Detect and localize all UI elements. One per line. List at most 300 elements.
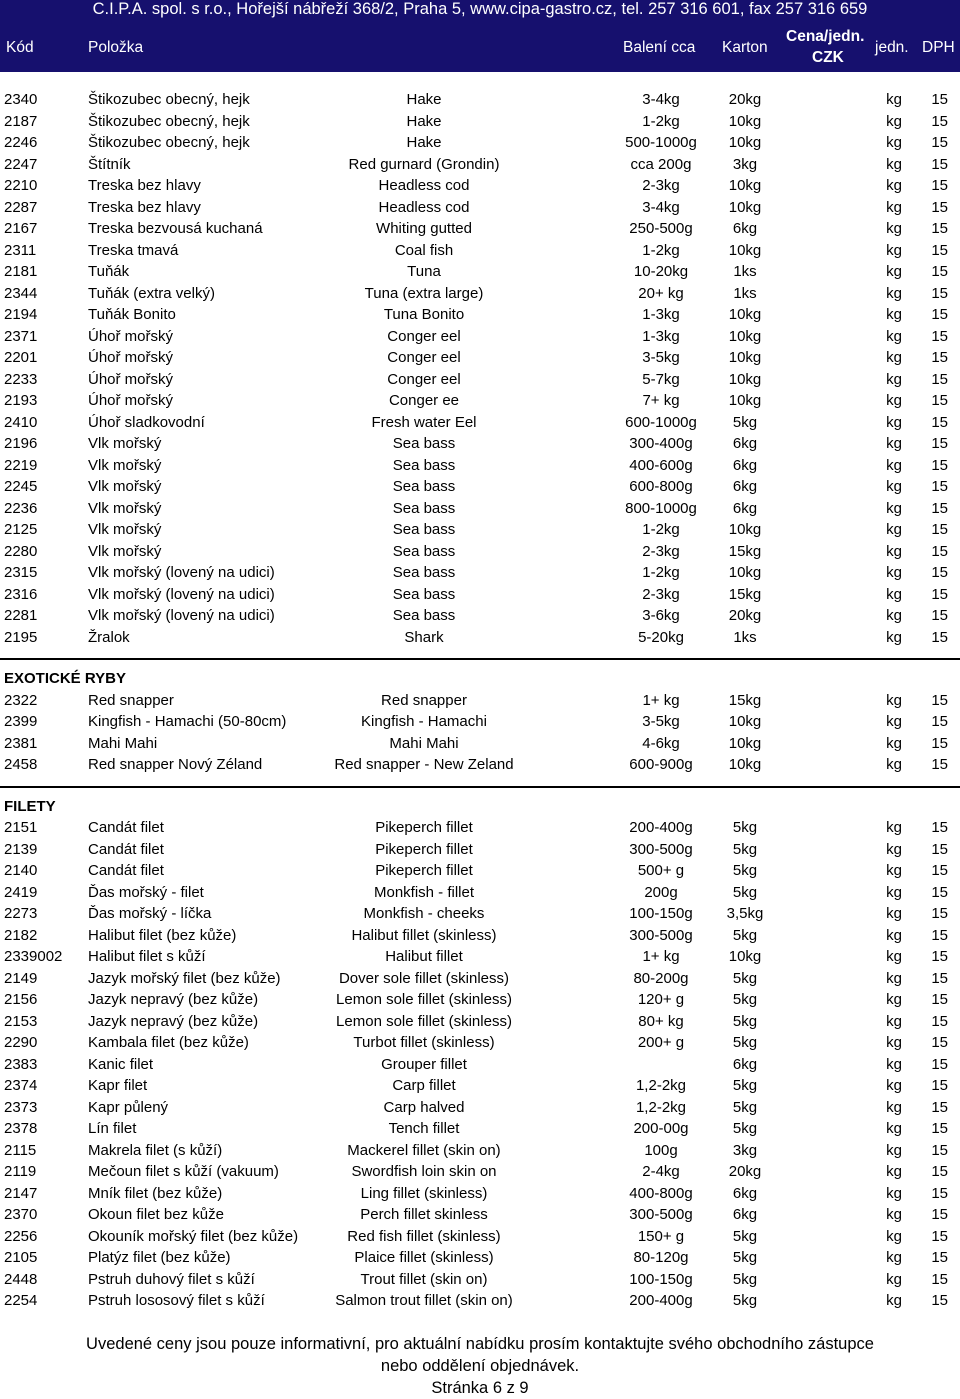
product-name-en: Pikeperch fillet: [375, 819, 473, 836]
product-code: 2378: [4, 1120, 38, 1137]
package-size: 1-2kg: [642, 521, 680, 538]
package-size: 600-800g: [629, 478, 693, 495]
vat-rate: 15: [931, 969, 948, 987]
unit: kg: [886, 1206, 902, 1223]
product-name-en: Hake: [406, 112, 442, 130]
vat-rate: 15: [931, 1034, 948, 1051]
product-name-en: Red snapper - New Zeland: [334, 756, 514, 773]
product-name: Jazyk nepravý (bez kůže): [88, 991, 259, 1008]
table-row: [0, 154, 960, 176]
product-name: Vlk mořský (lovený na udici): [88, 564, 275, 581]
product-name: Vlk mořský: [88, 542, 162, 560]
product-name-en: Red snapper: [381, 691, 467, 709]
table-row: [0, 1290, 960, 1312]
table-row: [0, 218, 960, 240]
product-name-en: Trout fillet (skin on): [360, 1270, 488, 1288]
package-size: 600-1000g: [625, 413, 697, 431]
unit: kg: [886, 155, 902, 173]
package-size: 2-3kg: [642, 542, 680, 560]
unit: kg: [886, 862, 902, 879]
package-size: 5-7kg: [642, 370, 680, 388]
karton-size: 5kg: [732, 1034, 758, 1051]
table-row: [0, 1097, 960, 1119]
unit: kg: [886, 413, 902, 431]
package-size: 3-4kg: [642, 91, 680, 108]
unit: kg: [886, 819, 902, 836]
unit: kg: [886, 1077, 902, 1094]
product-code: 2153: [4, 1012, 38, 1030]
vat-rate: 15: [931, 134, 948, 151]
product-name: Pstruh lososový filet s kůží: [88, 1292, 265, 1309]
product-name-en: Turbot fillet (skinless): [353, 1034, 495, 1051]
product-name-en: Shark: [404, 628, 444, 646]
product-name: Mník filet (bez kůže): [88, 1184, 223, 1202]
section-divider: [0, 648, 960, 660]
product-name-en: Headless cod: [378, 177, 470, 194]
package-size: 200g: [644, 883, 678, 901]
product-name: Štikozubec obecný, hejk: [88, 112, 250, 130]
table-row: [0, 283, 960, 305]
product-name: Candát filet: [88, 819, 164, 836]
table-row: [0, 754, 960, 776]
product-table: [0, 89, 960, 1312]
product-name: Okoun filet bez kůže: [88, 1206, 224, 1223]
table-row: [0, 627, 960, 649]
package-size: 3-6kg: [642, 607, 680, 624]
karton-size: 5kg: [732, 1227, 758, 1245]
product-name-en: Kingfish - Hamachi: [361, 713, 487, 730]
product-name-en: Tuna: [407, 263, 441, 280]
vat-rate: 15: [931, 1249, 948, 1266]
header-band: [0, 0, 960, 72]
product-name: Platýz filet (bez kůže): [88, 1249, 231, 1266]
karton-size: 1ks: [733, 263, 757, 280]
package-size: 800-1000g: [625, 499, 697, 517]
product-name-en: Halibut fillet (skinless): [351, 926, 497, 944]
unit: kg: [886, 607, 902, 624]
unit: kg: [886, 91, 902, 108]
product-code: 2410: [4, 413, 38, 431]
unit: kg: [886, 585, 902, 603]
product-name-en: Plaice fillet (skinless): [354, 1249, 494, 1266]
product-name: Pstruh duhový filet s kůží: [88, 1270, 255, 1288]
package-size: 200-00g: [633, 1120, 689, 1137]
table-row: [0, 690, 960, 712]
table-row: [0, 839, 960, 861]
product-name: Ďas mořský - líčka: [88, 905, 212, 922]
product-name: Red snapper Nový Zéland: [88, 756, 263, 773]
table-row: [0, 347, 960, 369]
unit: kg: [886, 628, 902, 646]
vat-rate: 15: [931, 284, 948, 302]
product-code: 2373: [4, 1098, 38, 1116]
product-name: Žralok: [88, 628, 130, 646]
table-row: [0, 541, 960, 563]
package-size: 150+ g: [637, 1227, 685, 1245]
product-code: 2371: [4, 327, 38, 345]
table-row: [0, 1226, 960, 1248]
product-code: 2383: [4, 1055, 38, 1073]
unit: kg: [886, 349, 902, 366]
vat-rate: 15: [931, 177, 948, 194]
col-item-header: Položka: [88, 39, 144, 56]
table-row: [0, 562, 960, 584]
unit: kg: [886, 1098, 902, 1116]
package-size: 1,2-2kg: [635, 1098, 687, 1116]
vat-rate: 15: [931, 948, 948, 965]
col-code-header: Kód: [6, 39, 34, 56]
karton-size: 5kg: [732, 1098, 758, 1116]
vat-rate: 15: [931, 1184, 948, 1202]
vat-rate: 15: [931, 435, 948, 452]
vat-rate: 15: [931, 991, 948, 1008]
package-size: 1,2-2kg: [635, 1077, 687, 1094]
product-code: 2119: [4, 1163, 37, 1180]
product-name: Jazyk nepravý (bez kůže): [88, 1012, 259, 1030]
table-row: [0, 860, 960, 882]
product-name: Kingfish - Hamachi (50-80cm): [88, 713, 287, 730]
table-row: [0, 1032, 960, 1054]
product-name-en: Sea bass: [392, 456, 456, 474]
unit: kg: [886, 220, 902, 237]
package-size: 10-20kg: [633, 263, 689, 280]
package-size: 250-500g: [629, 220, 693, 237]
vat-rate: 15: [931, 1141, 948, 1159]
table-row: [0, 1075, 960, 1097]
karton-size: 10kg: [728, 306, 762, 323]
karton-size: 6kg: [732, 478, 758, 495]
karton-size: 5kg: [732, 819, 758, 836]
product-code: 2419: [4, 883, 38, 901]
product-name-en: Sea bass: [392, 542, 456, 560]
product-code: 2254: [4, 1292, 38, 1309]
karton-size: 1ks: [733, 284, 757, 302]
karton-size: 5kg: [732, 1120, 758, 1137]
unit: kg: [886, 713, 902, 730]
karton-size: 5kg: [732, 1292, 758, 1309]
col-dph-header: DPH: [922, 39, 955, 56]
table-row: [0, 175, 960, 197]
product-name-en: Salmon trout fillet (skin on): [335, 1292, 513, 1309]
vat-rate: 15: [931, 905, 948, 922]
product-code: 2287: [4, 198, 38, 216]
product-name-en: Pikeperch fillet: [375, 840, 473, 858]
package-size: 200-400g: [629, 819, 693, 836]
product-code: 2311: [4, 241, 37, 259]
col-unit-header: jedn.: [875, 39, 909, 56]
product-code: 2290: [4, 1034, 38, 1051]
vat-rate: 15: [931, 241, 948, 259]
product-name: Kapr půlený: [88, 1098, 169, 1116]
package-size: 200+ g: [637, 1034, 685, 1051]
product-code: 2458: [4, 756, 38, 773]
package-size: 500-1000g: [625, 134, 697, 151]
vat-rate: 15: [931, 1055, 948, 1073]
product-name-en: Monkfish - cheeks: [363, 905, 485, 922]
karton-size: 15kg: [728, 585, 762, 603]
karton-size: 5kg: [732, 991, 758, 1008]
product-name: Red snapper: [88, 691, 174, 709]
unit: kg: [886, 306, 902, 323]
karton-size: 10kg: [728, 241, 762, 259]
table-row: [0, 1140, 960, 1162]
table-row: [0, 433, 960, 455]
col-pack-header: Balení cca: [623, 39, 696, 56]
col-price-header: Cena/jedn.: [786, 28, 865, 45]
package-size: 7+ kg: [642, 392, 680, 409]
karton-size: 5kg: [732, 883, 758, 901]
product-code: 2125: [4, 521, 38, 538]
product-name: Vlk mořský: [88, 499, 162, 517]
product-name-en: Sea bass: [392, 499, 456, 517]
table-row: [0, 240, 960, 262]
product-name: Treska tmavá: [88, 241, 179, 259]
unit: kg: [886, 392, 902, 409]
product-name: Úhoř sladkovodní: [88, 413, 205, 431]
product-name: Úhoř mořský: [88, 392, 174, 409]
product-name: Mahi Mahi: [88, 734, 158, 752]
package-size: 1-3kg: [642, 327, 680, 345]
vat-rate: 15: [931, 155, 948, 173]
karton-size: 5kg: [732, 1012, 758, 1030]
product-code: 2219: [4, 456, 38, 474]
table-row: [0, 304, 960, 326]
karton-size: 5kg: [732, 926, 758, 944]
product-name: Treska bezvousá kuchaná: [88, 220, 263, 237]
product-name: Tuňák Bonito: [88, 306, 176, 323]
product-name: Kambala filet (bez kůže): [88, 1034, 249, 1051]
product-name: Kanic filet: [88, 1055, 154, 1073]
table-row: [0, 519, 960, 541]
table-row: [0, 390, 960, 412]
vat-rate: 15: [931, 1227, 948, 1245]
vat-rate: 15: [931, 91, 948, 108]
table-row: [0, 1204, 960, 1226]
package-size: 1-2kg: [642, 112, 680, 130]
product-name: Tuňák: [88, 263, 130, 280]
product-code: 2233: [4, 370, 38, 388]
vat-rate: 15: [931, 1163, 948, 1180]
product-name-en: Conger eel: [387, 327, 461, 345]
karton-size: 10kg: [728, 713, 762, 730]
karton-size: 15kg: [728, 691, 762, 709]
page-number: Stránka 6 z 9: [431, 1379, 529, 1397]
vat-rate: 15: [931, 1077, 948, 1094]
product-code: 2193: [4, 392, 38, 409]
vat-rate: 15: [931, 1270, 948, 1288]
karton-size: 10kg: [728, 370, 762, 388]
product-name-en: Fresh water Eel: [371, 413, 477, 431]
product-name-en: Whiting gutted: [376, 220, 472, 237]
unit: kg: [886, 564, 902, 581]
table-row: [0, 1054, 960, 1076]
product-name: Treska bez hlavy: [88, 198, 201, 216]
product-name: Ďas mořský - filet: [88, 883, 204, 901]
package-size: 1-2kg: [642, 564, 680, 581]
product-code: 2280: [4, 542, 38, 560]
package-size: 400-800g: [629, 1184, 693, 1202]
product-code: 2105: [4, 1249, 38, 1266]
product-code: 2370: [4, 1206, 38, 1223]
product-name-en: Tuna Bonito: [383, 306, 465, 323]
product-name-en: Red fish fillet (skinless): [347, 1227, 501, 1245]
karton-size: 20kg: [728, 607, 762, 624]
karton-size: 6kg: [732, 1206, 758, 1223]
product-name: Tuňák (extra velký): [88, 284, 215, 302]
product-name-en: Conger ee: [388, 392, 460, 409]
table-row: [0, 412, 960, 434]
karton-size: 10kg: [728, 349, 762, 366]
table-row: [0, 197, 960, 219]
package-size: 100-150g: [629, 1270, 693, 1288]
vat-rate: 15: [931, 926, 948, 944]
karton-size: 6kg: [732, 435, 758, 452]
product-code: 2167: [4, 220, 38, 237]
vat-rate: 15: [931, 628, 948, 646]
product-name: Úhoř mořský: [88, 370, 174, 388]
package-size: 3-4kg: [642, 198, 680, 216]
karton-size: 10kg: [728, 756, 762, 773]
karton-size: 5kg: [732, 1077, 758, 1094]
unit: kg: [886, 284, 902, 302]
table-row: [0, 711, 960, 733]
table-row: [0, 584, 960, 606]
product-code: 2196: [4, 435, 38, 452]
vat-rate: 15: [931, 691, 948, 709]
karton-size: 10kg: [728, 134, 762, 151]
package-size: 20+ kg: [638, 284, 684, 302]
product-code: 2210: [4, 177, 38, 194]
package-size: 4-6kg: [642, 734, 680, 752]
vat-rate: 15: [931, 713, 948, 730]
package-size: 80-120g: [633, 1249, 689, 1266]
unit: kg: [886, 134, 902, 151]
table-row: [0, 1118, 960, 1140]
table-row: [0, 498, 960, 520]
product-code: 2181: [4, 263, 38, 280]
package-size: 3-5kg: [642, 713, 680, 730]
karton-size: 10kg: [728, 521, 762, 538]
product-name-en: Tench fillet: [388, 1120, 460, 1137]
product-code: 2381: [4, 734, 38, 752]
vat-rate: 15: [931, 1206, 948, 1223]
table-row: [0, 817, 960, 839]
table-row: [0, 946, 960, 968]
package-size: 1-2kg: [642, 241, 680, 259]
product-code: 2256: [4, 1227, 38, 1245]
package-size: 3-5kg: [642, 349, 680, 366]
section-title: EXOTICKÉ RYBY: [4, 670, 126, 687]
karton-size: 10kg: [728, 948, 762, 965]
karton-size: 5kg: [732, 1249, 758, 1266]
product-name-en: Carp fillet: [392, 1077, 456, 1094]
vat-rate: 15: [931, 392, 948, 409]
table-row: [0, 1269, 960, 1291]
karton-size: 5kg: [732, 1270, 758, 1288]
product-code: 2194: [4, 306, 38, 323]
unit: kg: [886, 1163, 902, 1180]
vat-rate: 15: [931, 370, 948, 388]
product-code: 2156: [4, 991, 38, 1008]
vat-rate: 15: [931, 883, 948, 901]
unit: kg: [886, 1012, 902, 1030]
package-size: 200-400g: [629, 1292, 693, 1309]
unit: kg: [886, 926, 902, 944]
vat-rate: 15: [931, 220, 948, 237]
product-name: Vlk mořský: [88, 478, 162, 495]
unit: kg: [886, 1184, 902, 1202]
table-row: [0, 1161, 960, 1183]
karton-size: 10kg: [728, 392, 762, 409]
vat-rate: 15: [931, 263, 948, 280]
vat-rate: 15: [931, 478, 948, 495]
unit: kg: [886, 456, 902, 474]
product-code: 2151: [4, 819, 38, 836]
footer: [0, 1333, 960, 1399]
product-name-en: Sea bass: [392, 521, 456, 538]
product-name-en: Hake: [406, 134, 442, 151]
unit: kg: [886, 991, 902, 1008]
karton-size: 3,5kg: [726, 905, 764, 922]
karton-size: 1ks: [733, 628, 757, 646]
product-name: Vlk mořský (lovený na udici): [88, 607, 275, 624]
product-code: 2315: [4, 564, 38, 581]
product-code: 2247: [4, 155, 38, 173]
product-code: 2236: [4, 499, 38, 517]
karton-size: 10kg: [728, 564, 762, 581]
table-row: [0, 882, 960, 904]
vat-rate: 15: [931, 327, 948, 345]
product-name: Vlk mořský (lovený na udici): [88, 585, 275, 603]
unit: kg: [886, 177, 902, 194]
product-code: 2322: [4, 691, 38, 709]
unit: kg: [886, 691, 902, 709]
vat-rate: 15: [931, 499, 948, 517]
unit: kg: [886, 263, 902, 280]
table-row: [0, 261, 960, 283]
vat-rate: 15: [931, 1012, 948, 1030]
package-size: 5-20kg: [638, 628, 684, 646]
product-name: Štítník: [88, 155, 131, 173]
unit: kg: [886, 905, 902, 922]
product-name-en: Pikeperch fillet: [375, 862, 473, 879]
product-name-en: Grouper fillet: [381, 1055, 467, 1073]
product-name-en: Sea bass: [392, 478, 456, 495]
package-size: 120+ g: [637, 991, 685, 1008]
karton-size: 6kg: [732, 456, 758, 474]
table-row: [0, 89, 960, 111]
product-code: 2140: [4, 862, 38, 879]
unit: kg: [886, 435, 902, 452]
unit: kg: [886, 948, 902, 965]
unit: kg: [886, 112, 902, 130]
product-name-en: Mackerel fillet (skin on): [347, 1141, 501, 1159]
karton-size: 10kg: [728, 198, 762, 216]
karton-size: 6kg: [732, 1184, 758, 1202]
product-code: 2195: [4, 628, 38, 646]
product-code: 2245: [4, 478, 38, 495]
company-line: C.I.P.A. spol. s r.o., Hořejší nábřeží 368/2, Praha 5, www.cipa-gastro.cz, tel. 257 316 601, fax 257 316 659: [92, 0, 868, 18]
karton-size: 6kg: [732, 1055, 758, 1073]
unit: kg: [886, 1034, 902, 1051]
product-code: 2187: [4, 112, 38, 130]
product-name-en: Coal fish: [394, 241, 454, 259]
unit: kg: [886, 1249, 902, 1266]
vat-rate: 15: [931, 112, 948, 130]
product-name: Štikozubec obecný, hejk: [88, 134, 250, 151]
footer-note-line2: nebo oddělení objednávek.: [380, 1357, 580, 1375]
unit: kg: [886, 1270, 902, 1288]
